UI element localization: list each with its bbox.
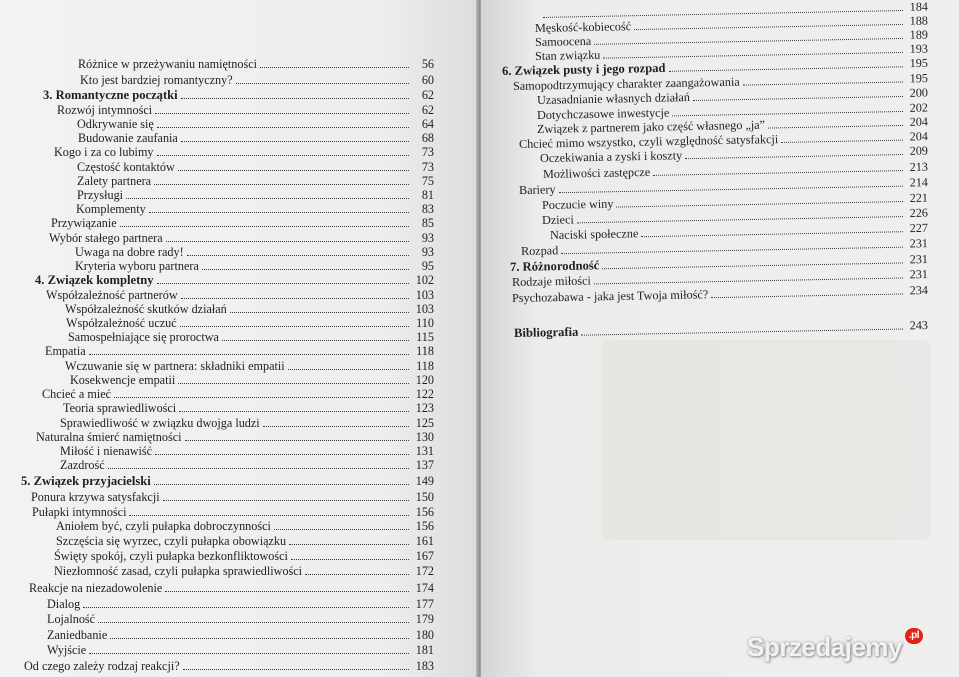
toc-entry [54,145,434,159]
toc-entry [60,416,434,430]
dot-leader [653,161,903,176]
toc-entry-title: Naturalna śmierć namiętności [36,430,182,444]
toc-entry-page: 122 [415,387,434,401]
toc-entry-title: Pułapki intymności [32,505,127,519]
dot-leader [166,232,409,242]
toc-entry-title: Przysługi [77,188,124,202]
toc-entry [47,597,434,611]
toc-entry-page: 60 [421,73,434,87]
toc-entry-page: 73 [421,160,434,174]
dot-leader [120,217,409,227]
toc-entry-title: Reakcje na niezadowolenie [29,581,163,595]
toc-entry [54,564,434,578]
toc-entry-page: 149 [415,474,434,488]
toc-entry-title: Chcieć mimo wszystko, czyli względność satysfakcji [518,132,779,151]
toc-entry-title: Wyjście [47,643,87,657]
toc-entry-title: Samospełniające się proroctwa [68,330,219,344]
toc-entry [77,188,434,202]
dot-leader [89,644,409,654]
toc-entry [29,581,434,595]
dot-leader [274,520,409,530]
toc-entry-page: 195 [909,71,929,86]
toc-entry-page: 213 [909,159,929,174]
toc-entry-title: Komplementy [76,202,146,216]
toc-entry [68,330,434,344]
toc-entry-title: Różnice w przeżywaniu namiętności [78,57,258,71]
dot-leader [157,274,409,284]
dot-leader [89,345,409,355]
dot-leader [154,175,409,185]
toc-entry-page: 62 [421,88,434,102]
toc-entry-title: Dotychczasowe inwestycje [536,105,670,122]
toc-chapter-entry [21,474,434,488]
toc-entry-page: 202 [909,100,929,115]
dot-leader [98,613,409,623]
toc-entry-page: 193 [909,41,929,56]
right-page [481,0,959,677]
dot-leader [222,331,409,341]
toc-entry [78,131,434,145]
toc-entry [60,458,434,472]
dot-leader [230,303,409,313]
toc-entry-page: 231 [909,236,929,251]
dot-leader [288,360,409,370]
toc-entry-title: Ponura krzywa satysfakcji [31,490,160,504]
toc-entry-title: Empatia [45,344,86,358]
toc-entry-page: 118 [416,359,434,373]
toc-entry-page: 167 [415,549,434,563]
toc-entry-title: Od czego zależy rodzaj reakcji? [24,659,180,673]
show-through-illustration [601,340,931,540]
toc-entry-page: 93 [421,245,434,259]
dot-leader [289,535,409,545]
dot-leader [129,506,409,516]
toc-entry [54,549,434,563]
dot-leader [202,260,409,270]
toc-entry-page: 243 [909,318,929,333]
toc-entry-title: Bibliografia [513,324,579,340]
dot-leader [181,132,409,142]
toc-entry [65,302,434,316]
toc-entry-title: 3. Romantyczne początki [43,88,178,102]
toc-entry-page: 184 [909,0,929,14]
toc-entry-page: 137 [415,458,434,472]
dot-leader [149,203,409,213]
toc-entry-title: Rodzaje miłości [511,273,591,289]
toc-entry [77,160,434,174]
toc-entry-title: Naciski społeczne [549,226,639,242]
toc-entry-page: 73 [421,145,434,159]
dot-leader [181,89,409,99]
toc-entry-page: 231 [909,267,929,282]
toc-entry-page: 156 [415,519,434,533]
toc-entry-page: 102 [415,273,434,287]
dot-leader [180,317,409,327]
toc-entry-title: Częstość kontaktów [77,160,175,174]
dot-leader [157,118,409,128]
toc-entry-page: 95 [421,259,434,273]
toc-entry-page: 115 [416,330,434,344]
dot-leader [672,102,903,116]
toc-entry [47,628,434,642]
toc-entry [42,387,434,401]
toc-entry-page: 172 [415,564,434,578]
toc-entry-title: Niezłomność zasad, czyli pułapka sprawiedliwości [54,564,303,578]
dot-leader [110,629,409,639]
toc-entry [80,73,434,87]
toc-entry-title: Poczucie winy [541,196,614,212]
toc-entry-page: 120 [415,373,434,387]
toc-entry [77,174,434,188]
dot-leader [185,431,409,441]
dot-leader [711,284,903,298]
toc-entry-title: Rozwój intymności [57,103,153,117]
toc-entry-page: 200 [909,85,929,100]
dot-leader [183,660,409,670]
toc-entry-title: Kosekwencje empatii [70,373,176,387]
toc-entry-page: 103 [415,288,434,302]
toc-entry-title: Lojalność [47,612,96,626]
toc-entry-page: 83 [421,202,434,216]
dot-leader [108,459,409,469]
dot-leader [602,253,903,269]
toc-entry [36,430,434,444]
toc-entry-title: Kogo i za co lubimy [54,145,154,159]
toc-entry-title: Zalety partnera [77,174,152,188]
toc-entry [65,359,434,373]
dot-leader [743,73,903,86]
toc-entry [49,231,434,245]
toc-entry-title: Uwaga na dobre rady! [75,245,184,259]
toc-entry [56,519,434,533]
toc-entry-page: 204 [909,114,929,129]
dot-leader [155,104,409,114]
toc-entry-page: 195 [909,55,929,71]
toc-entry-title: Bariery [518,182,556,197]
toc-entry-page: 56 [421,57,434,71]
toc-entry [46,288,434,302]
toc-entry-title: Wybór stałego partnera [49,231,163,245]
toc-entry-page: 177 [415,597,434,611]
toc-entry-page: 188 [909,13,929,28]
toc-entry-title: Dzieci [541,212,574,227]
toc-entry-page: 234 [909,283,929,298]
toc-entry-title: Chcieć a mieć [42,387,112,401]
toc-entry-title: Współzależność partnerów [46,288,178,302]
dot-leader [163,491,409,501]
toc-entry-title: Budowanie zaufania [78,131,178,145]
toc-entry-page: 150 [415,490,434,504]
toc-entry-page: 204 [909,129,929,144]
toc-entry-page: 68 [421,131,434,145]
toc-entry [47,643,434,657]
toc-entry-page: 161 [415,534,434,548]
toc-entry-title: Zaniedbanie [47,628,108,642]
watermark-logo [747,632,923,663]
toc-entry [76,202,434,216]
dot-leader [83,598,409,608]
toc-entry-page: 221 [909,190,929,205]
dot-leader [155,445,409,455]
toc-entry-title: Kto jest bardziej romantyczny? [80,73,233,87]
toc-entry-page: 62 [421,103,434,117]
toc-entry [60,444,434,458]
toc-entry [78,57,434,71]
dot-leader [178,161,409,171]
toc-entry [31,490,434,504]
dot-leader [260,58,409,68]
toc-entry-page: 226 [909,205,929,220]
toc-entry-title: Samopodtrzymujący charakter zaangażowania [512,74,740,93]
toc-entry-page: 189 [909,27,929,42]
dot-leader [179,402,409,412]
toc-entry-title: Dialog [47,597,81,611]
toc-entry-title: 7. Różnorodność [509,258,600,274]
toc-entry [75,259,434,273]
dot-leader [616,192,903,207]
toc-entry-title: 5. Związek przyjacielski [21,474,151,488]
dot-leader [187,246,409,256]
toc-entry [47,612,434,626]
toc-entry-page: 181 [415,643,434,657]
toc-entry-page: 81 [421,188,434,202]
toc-entry-title: Psychozabawa - jaka jest Twoja miłość? [511,287,709,305]
toc-entry-title: Współzależność skutków działań [65,302,227,316]
watermark-badge: .pl [905,628,923,644]
toc-entry-page: 174 [415,581,434,595]
toc-entry-title: Możliwości zastępcze [542,164,651,181]
toc-entry-title: Uzasadnianie własnych działań [536,90,691,107]
toc-entry-page: 214 [909,175,929,190]
toc-entry-page: 180 [415,628,434,642]
toc-entry [66,316,434,330]
toc-entry [45,344,434,358]
toc-entry-page: 123 [415,401,434,415]
toc-entry-page: 110 [416,316,434,330]
dot-leader [768,116,903,129]
toc-entry [24,659,434,673]
toc-entry-title: 4. Związek kompletny [35,273,154,287]
toc-entry-page: 131 [415,444,434,458]
toc-entry-page: 118 [416,344,434,358]
toc-entry-page: 125 [415,416,434,430]
dot-leader [236,74,409,84]
toc-entry-title: Aniołem być, czyli pułapka dobroczynności [56,519,271,533]
dot-leader [291,550,409,560]
dot-leader [685,145,903,159]
toc-entry-page: 231 [909,251,929,267]
toc-entry-page: 156 [415,505,434,519]
toc-entry [75,245,434,259]
dot-leader [181,289,409,299]
dot-leader [126,189,409,199]
toc-entry-title: Kryteria wyboru partnera [75,259,199,273]
toc-entry-title: Sprawiedliwość w związku dwojga ludzi [60,416,260,430]
toc-entry-title: Teoria sprawiedliwości [63,401,177,415]
toc-entry-page: 75 [421,174,434,188]
dot-leader [165,582,409,592]
toc-entry-title: Męskość-kobiecość [534,19,632,35]
dot-leader [157,146,409,156]
toc-entry-title: Wczuwanie się w partnera: składniki empatii [65,359,285,373]
dot-leader [781,131,903,143]
dot-leader [263,417,409,427]
toc-chapter-entry [43,88,434,102]
toc-entry-title: Oczekiwania a zyski i koszty [539,148,683,165]
toc-chapter-entry [35,273,434,287]
toc-entry-title: Odkrywanie się [77,117,154,131]
dot-leader [581,320,903,336]
toc-chapter-entry [514,318,928,340]
toc-entry-title: Przywiązanie [51,216,117,230]
toc-entry-title: Miłość i nienawiść [60,444,153,458]
toc-entry-page: 103 [415,302,434,316]
toc-entry [51,216,434,230]
left-page [0,0,478,677]
toc-entry [57,103,434,117]
dot-leader [305,565,409,575]
toc-entry-page: 179 [415,612,434,626]
toc-entry [77,117,434,131]
dot-leader [178,374,409,384]
dot-leader [668,57,903,71]
toc-entry-page: 209 [909,143,929,158]
toc-entry-page: 227 [909,220,929,236]
dot-leader [693,87,903,101]
toc-entry-title: Samoocena [534,33,592,49]
dot-leader [641,222,903,237]
toc-entry-page: 64 [421,117,434,131]
toc-entry-title: Rozpad [520,243,559,258]
toc-entry-title: Szczęścia się wyrzec, czyli pułapka obowiązku [56,534,287,548]
watermark-text: Sprzedajemy [747,632,902,662]
dot-leader [154,475,409,485]
toc-entry-title: Święty spokój, czyli pułapka bezkonfliktowości [54,549,288,563]
toc-entry [32,505,434,519]
toc-entry [70,373,434,387]
toc-entry-page: 85 [421,216,434,230]
toc-entry-title: Stan związku [534,47,601,63]
toc-entry [63,401,434,415]
toc-entry-title: Zazdrość [60,458,105,472]
toc-entry-page: 183 [415,659,434,673]
toc-entry-title: 6. Związek pusty i jego rozpad [501,60,666,78]
toc-entry-page: 93 [421,231,434,245]
toc-entry [56,534,434,548]
dot-leader [114,388,409,398]
toc-entry-title: Związek z partnerem jako część własnego „ja” [536,117,766,136]
toc-entry-page: 130 [415,430,434,444]
toc-entry-title: Współzależność uczuć [66,316,177,330]
